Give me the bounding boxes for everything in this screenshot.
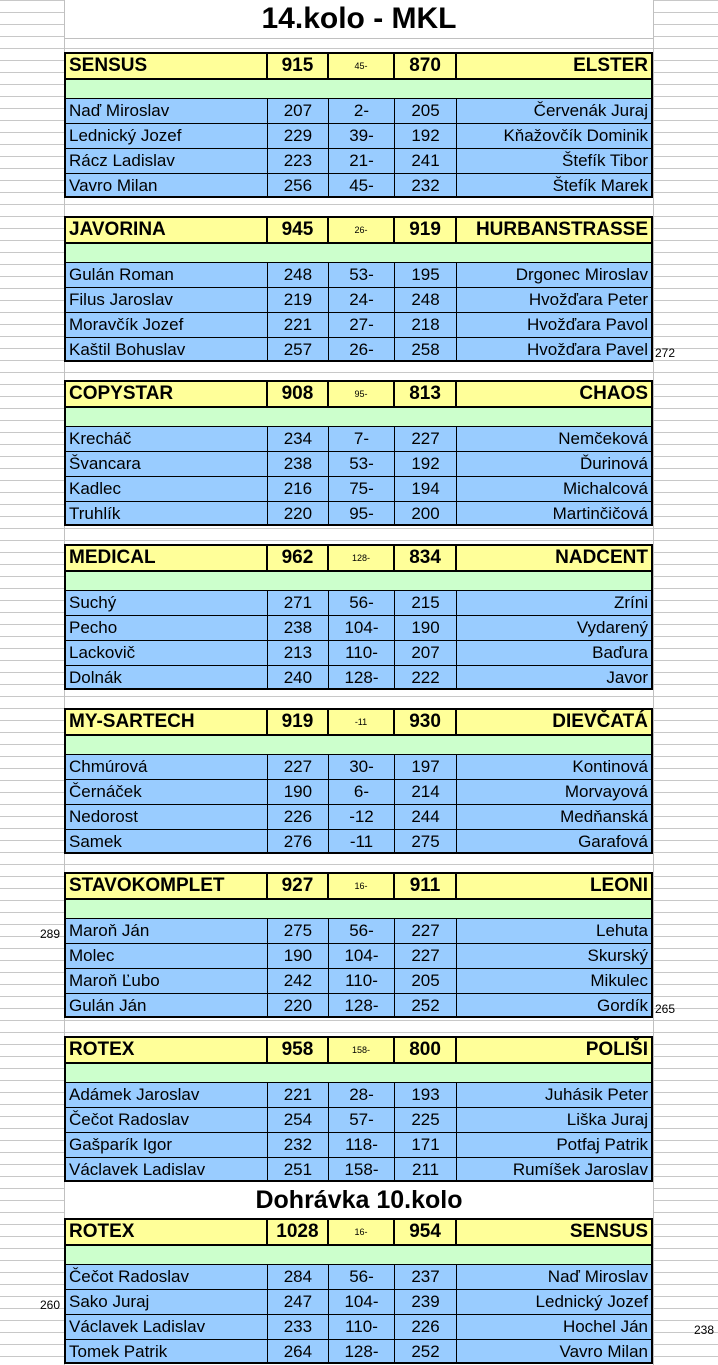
player-row (64, 451, 653, 476)
player-row (64, 287, 653, 312)
score-diff: 158- (329, 1038, 395, 1062)
away-player: Naď Miroslav (547, 1267, 648, 1286)
away-player-score: 171 (395, 1133, 458, 1157)
running-diff: -11 (329, 830, 395, 852)
home-player-score: 216 (268, 477, 330, 501)
home-player-score: 227 (268, 755, 330, 779)
player-row (64, 943, 653, 968)
home-player-score: 229 (268, 124, 330, 148)
away-player-score: 258 (395, 338, 458, 360)
home-player-score: 219 (268, 288, 330, 312)
side-note: 265 (655, 1002, 676, 1016)
player-row (64, 1314, 653, 1339)
away-player: Garafová (578, 832, 648, 851)
home-player-score: 234 (268, 427, 330, 451)
away-player-score: 192 (395, 452, 458, 476)
page-title: 14.kolo - MKL (65, 0, 653, 39)
away-player: Medňanská (560, 807, 648, 826)
match-header (64, 216, 653, 244)
away-player-score: 244 (395, 805, 458, 829)
away-player: Morvayová (564, 782, 648, 801)
away-team: HURBANSTRASSE (475, 219, 649, 240)
running-diff: 2- (329, 99, 395, 123)
away-team: NADCENT (555, 547, 649, 568)
home-player: Gulán Ján (66, 994, 268, 1016)
player-row (64, 615, 653, 640)
away-player: Gordík (596, 996, 648, 1015)
away-player: Štefík Tibor (562, 151, 648, 170)
away-player: Nemčeková (558, 429, 648, 448)
home-player-score: 232 (268, 1133, 330, 1157)
match-block (64, 872, 653, 1018)
running-diff: 56- (329, 919, 395, 943)
away-player: Skurský (587, 946, 648, 965)
home-player: Nedorost (66, 805, 268, 829)
running-diff: 104- (329, 944, 395, 968)
away-score: 911 (395, 874, 458, 898)
away-player-score: 252 (395, 1340, 458, 1362)
away-player: Rumíšek Jaroslav (512, 1160, 648, 1179)
player-row (64, 312, 653, 337)
away-player: Liška Juraj (566, 1110, 648, 1129)
side-note: 289 (40, 927, 61, 941)
away-score: 954 (395, 1220, 458, 1244)
home-player: Lackovič (66, 641, 268, 665)
running-diff: 28- (329, 1083, 395, 1107)
home-player-score: 220 (268, 502, 330, 524)
player-row (64, 640, 653, 665)
running-diff: 56- (329, 591, 395, 615)
home-player: Čečot Radoslav (66, 1265, 268, 1289)
home-player-score: 247 (268, 1290, 330, 1314)
running-diff: 95- (329, 502, 395, 524)
home-player-score: 221 (268, 1083, 330, 1107)
side-note: 260 (40, 1298, 61, 1312)
away-player: Kňažovčík Dominik (503, 126, 648, 145)
home-player: Václavek Ladislav (66, 1315, 268, 1339)
away-player: Hvožďara Pavel (526, 340, 648, 359)
running-diff: 7- (329, 427, 395, 451)
home-score: 962 (268, 546, 330, 570)
away-player: Michalcová (562, 479, 648, 498)
home-player: Moravčík Jozef (66, 313, 268, 337)
home-player-score: 207 (268, 99, 330, 123)
away-player-score: 215 (395, 591, 458, 615)
away-score: 813 (395, 382, 458, 406)
home-player: Naď Miroslav (66, 99, 268, 123)
match-block (64, 380, 653, 526)
away-player: Martinčičová (552, 504, 648, 523)
away-team: DIEVČATÁ (552, 711, 649, 732)
match-header (64, 1218, 653, 1246)
away-player-score: 232 (395, 174, 458, 196)
away-player-score: 225 (395, 1108, 458, 1132)
away-player: Juhásik Peter (545, 1085, 648, 1104)
home-player-score: 220 (268, 994, 330, 1016)
running-diff: 104- (329, 1290, 395, 1314)
away-player-score: 227 (395, 944, 458, 968)
home-player-score: 233 (268, 1315, 330, 1339)
home-player-score: 256 (268, 174, 330, 196)
home-player-score: 242 (268, 969, 330, 993)
match-header (64, 708, 653, 736)
player-row (64, 1107, 653, 1132)
home-team: STAVOKOMPLET (66, 874, 268, 898)
home-player-score: 257 (268, 338, 330, 360)
away-player-score: 192 (395, 124, 458, 148)
away-player-score: 205 (395, 99, 458, 123)
away-player: Hvožďara Peter (528, 290, 648, 309)
spacer-row (64, 572, 653, 590)
home-player-score: 213 (268, 641, 330, 665)
home-player: Sako Juraj (66, 1290, 268, 1314)
home-score: 945 (268, 218, 330, 242)
away-player-score: 200 (395, 502, 458, 524)
running-diff: 21- (329, 149, 395, 173)
match-header (64, 872, 653, 900)
player-row (64, 993, 653, 1018)
away-player: Ďurinová (579, 454, 648, 473)
away-player: Červenák Juraj (533, 101, 648, 120)
home-player: Samek (66, 830, 268, 852)
player-row (64, 590, 653, 615)
player-row (64, 1132, 653, 1157)
running-diff: 128- (329, 994, 395, 1016)
spacer-row (64, 1064, 653, 1082)
home-player: Maroň Ján (66, 919, 268, 943)
away-player: Štefík Marek (552, 176, 648, 195)
player-row (64, 476, 653, 501)
away-score: 930 (395, 710, 458, 734)
home-player-score: 223 (268, 149, 330, 173)
away-team: ELSTER (573, 55, 649, 76)
away-player-score: 193 (395, 1083, 458, 1107)
home-player: Maroň Ľubo (66, 969, 268, 993)
home-score: 908 (268, 382, 330, 406)
match-header (64, 380, 653, 408)
home-team: JAVORINA (66, 218, 268, 242)
running-diff: 56- (329, 1265, 395, 1289)
running-diff: 53- (329, 263, 395, 287)
home-player: Truhlík (66, 502, 268, 524)
home-player-score: 276 (268, 830, 330, 852)
home-team: ROTEX (66, 1220, 268, 1244)
home-player: Adámek Jaroslav (66, 1083, 268, 1107)
away-player: Vavro Milan (559, 1342, 648, 1361)
away-player-score: 214 (395, 780, 458, 804)
home-player: Gašparík Igor (66, 1133, 268, 1157)
away-player-score: 227 (395, 427, 458, 451)
home-player-score: 254 (268, 1108, 330, 1132)
match-block (64, 52, 653, 198)
away-team: CHAOS (579, 383, 649, 404)
away-player: Lehuta (596, 921, 648, 940)
away-player: Hochel Ján (562, 1317, 648, 1336)
home-player: Chmúrová (66, 755, 268, 779)
player-row (64, 829, 653, 854)
home-player: Lednický Jozef (66, 124, 268, 148)
score-diff: 16- (329, 1220, 395, 1244)
player-row (64, 665, 653, 690)
running-diff: 24- (329, 288, 395, 312)
away-player: Drgonec Miroslav (515, 265, 648, 284)
home-player-score: 221 (268, 313, 330, 337)
running-diff: 110- (329, 969, 395, 993)
home-player: Vavro Milan (66, 174, 268, 196)
home-team: ROTEX (66, 1038, 268, 1062)
side-note: 272 (655, 346, 676, 360)
away-player: Hvožďara Pavol (526, 315, 648, 334)
running-diff: 118- (329, 1133, 395, 1157)
home-player-score: 238 (268, 616, 330, 640)
running-diff: 110- (329, 1315, 395, 1339)
home-player-score: 238 (268, 452, 330, 476)
home-team: MY-SARTECH (66, 710, 268, 734)
away-player-score: 241 (395, 149, 458, 173)
running-diff: 6- (329, 780, 395, 804)
away-score: 919 (395, 218, 458, 242)
player-row (64, 1082, 653, 1107)
home-team: SENSUS (66, 54, 268, 78)
match-block (64, 1218, 653, 1364)
home-player-score: 251 (268, 1158, 330, 1180)
running-diff: 27- (329, 313, 395, 337)
away-team: SENSUS (569, 1221, 649, 1242)
spacer-row (64, 408, 653, 426)
player-row (64, 501, 653, 526)
home-player: Černáček (66, 780, 268, 804)
away-player: Zríni (614, 593, 648, 612)
score-diff: 26- (329, 218, 395, 242)
score-diff: 45- (329, 54, 395, 78)
away-player-score: 190 (395, 616, 458, 640)
player-row (64, 426, 653, 451)
running-diff: 110- (329, 641, 395, 665)
away-player: Lednický Jozef (535, 1292, 648, 1311)
spacer-row (64, 80, 653, 98)
running-diff: 53- (329, 452, 395, 476)
player-row (64, 804, 653, 829)
player-row (64, 337, 653, 362)
running-diff: 26- (329, 338, 395, 360)
away-player-score: 207 (395, 641, 458, 665)
running-diff: 75- (329, 477, 395, 501)
home-player: Čečot Radoslav (66, 1108, 268, 1132)
running-diff: 128- (329, 666, 395, 688)
player-row (64, 123, 653, 148)
away-player-score: 197 (395, 755, 458, 779)
home-player-score: 271 (268, 591, 330, 615)
away-player-score: 275 (395, 830, 458, 852)
running-diff: 128- (329, 1340, 395, 1362)
home-player-score: 226 (268, 805, 330, 829)
home-score: 919 (268, 710, 330, 734)
player-row (64, 173, 653, 198)
home-player: Švancara (66, 452, 268, 476)
home-player: Rácz Ladislav (66, 149, 268, 173)
away-team: POLIŠI (585, 1039, 649, 1060)
home-player-score: 240 (268, 666, 330, 688)
home-player-score: 190 (268, 944, 330, 968)
home-player-score: 248 (268, 263, 330, 287)
away-player-score: 211 (395, 1158, 458, 1180)
player-row (64, 98, 653, 123)
home-player: Kaštil Bohuslav (66, 338, 268, 360)
player-row (64, 1157, 653, 1182)
player-row (64, 1264, 653, 1289)
away-player: Potfaj Patrik (556, 1135, 648, 1154)
side-note: 238 (694, 1323, 715, 1337)
away-score: 870 (395, 54, 458, 78)
away-player-score: 226 (395, 1315, 458, 1339)
away-player-score: 237 (395, 1265, 458, 1289)
home-player-score: 284 (268, 1265, 330, 1289)
match-header (64, 544, 653, 572)
home-score: 1028 (268, 1220, 330, 1244)
home-player: Krecháč (66, 427, 268, 451)
spacer-row (64, 244, 653, 262)
away-player: Javor (606, 668, 648, 687)
home-player: Filus Jaroslav (66, 288, 268, 312)
match-block (64, 708, 653, 854)
away-player: Mikulec (590, 971, 648, 990)
player-row (64, 918, 653, 943)
spacer-row (64, 900, 653, 918)
home-player: Dolnák (66, 666, 268, 688)
running-diff: 158- (329, 1158, 395, 1180)
away-player-score: 205 (395, 969, 458, 993)
match-block (64, 216, 653, 362)
player-row (64, 968, 653, 993)
away-score: 834 (395, 546, 458, 570)
running-diff: 39- (329, 124, 395, 148)
away-player-score: 218 (395, 313, 458, 337)
home-score: 915 (268, 54, 330, 78)
away-player: Vydarený (576, 618, 648, 637)
player-row (64, 148, 653, 173)
score-diff: -11 (329, 710, 395, 734)
score-diff: 95- (329, 382, 395, 406)
away-player-score: 227 (395, 919, 458, 943)
player-row (64, 1289, 653, 1314)
match-header (64, 52, 653, 80)
away-score: 800 (395, 1038, 458, 1062)
home-team: COPYSTAR (66, 382, 268, 406)
home-player: Molec (66, 944, 268, 968)
away-player-score: 252 (395, 994, 458, 1016)
running-diff: 57- (329, 1108, 395, 1132)
match-block (64, 544, 653, 690)
away-player-score: 248 (395, 288, 458, 312)
away-player: Kontinová (572, 757, 648, 776)
away-player: Baďura (592, 643, 648, 662)
home-score: 927 (268, 874, 330, 898)
away-player-score: 195 (395, 263, 458, 287)
section-subtitle: Dohrávka 10.kolo (65, 1186, 653, 1214)
away-team: LEONI (589, 875, 649, 896)
running-diff: 30- (329, 755, 395, 779)
player-row (64, 779, 653, 804)
home-player-score: 264 (268, 1340, 330, 1362)
score-diff: 128- (329, 546, 395, 570)
away-player-score: 239 (395, 1290, 458, 1314)
score-diff: 16- (329, 874, 395, 898)
home-player: Václavek Ladislav (66, 1158, 268, 1180)
match-header (64, 1036, 653, 1064)
away-player-score: 194 (395, 477, 458, 501)
running-diff: 45- (329, 174, 395, 196)
home-player: Suchý (66, 591, 268, 615)
home-player: Pecho (66, 616, 268, 640)
player-row (64, 262, 653, 287)
running-diff: 104- (329, 616, 395, 640)
home-player-score: 190 (268, 780, 330, 804)
running-diff: -12 (329, 805, 395, 829)
spacer-row (64, 1246, 653, 1264)
home-player: Gulán Roman (66, 263, 268, 287)
player-row (64, 754, 653, 779)
home-player: Tomek Patrik (66, 1340, 268, 1362)
home-score: 958 (268, 1038, 330, 1062)
match-block (64, 1036, 653, 1182)
player-row (64, 1339, 653, 1364)
home-player-score: 275 (268, 919, 330, 943)
home-player: Kadlec (66, 477, 268, 501)
away-player-score: 222 (395, 666, 458, 688)
spacer-row (64, 736, 653, 754)
home-team: MEDICAL (66, 546, 268, 570)
